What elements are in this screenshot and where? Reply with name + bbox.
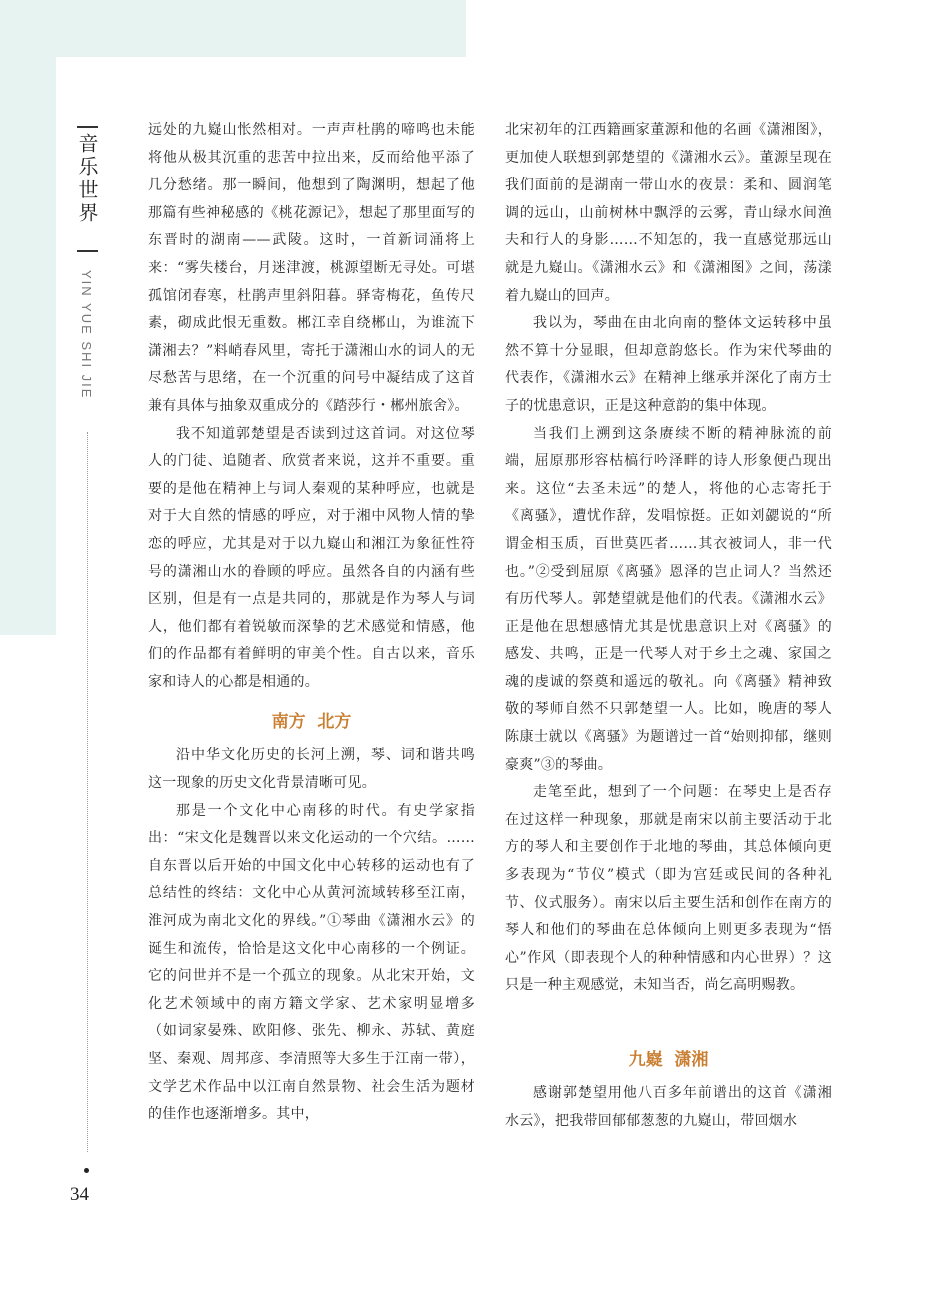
paragraph: 走笔至此，想到了一个问题：在琴史上是否存在过这样一种现象，那就是南宋以前主要活动于北方的琴人和主要创作于北地的琴曲，其总体倾向更多表现为“节仪”模式（即为宫廷或民间的各种礼节、仪式服务）。南宋以后主要生活和创作在南方的琴人和他们的琴曲在总体倾向上则更多表现为“悟心”作风（即表现个人的种种情感和内心世界）？这只是一种主观感觉，未知当否，尚乞高明赐教。	[505, 784, 832, 994]
paragraph: 那是一个文化中心南移的时代。有史学家指出：“宋文化是魏晋以来文化运动的一个穴结。……自东晋以后开始的中国文化中心转移的运动也有了总结性的终结：文化中心从黄河流域转移至江南，淮河成为南北文化的界线。”①琴曲《潇湘水云》的诞生和流传，恰恰是这文化中心南移的一个例证。它的问世并不是一个孤立的现象。从北宋开始，文化艺术领域中的南方籍文学家、艺术家明显增多（如词家晏殊、欧阳修、张先、柳永、苏轼、黄庭坚、秦观、周邦彦、李清照等大多生于江南一带），文学艺术作品中以江南自然景物、社会生活为题材的佳作也逐渐增多。其中，	[148, 802, 475, 1123]
paragraph: 当我们上溯到这条赓续不断的精神脉流的前端，屈原那形容枯槁行吟泽畔的诗人形象便凸现出来。这位“去圣未远”的楚人，将他的心志寄托于《离骚》，遭忧作辞，发唱惊挺。正如刘勰说的“所谓金相玉质，百世莫匹者……其衣被词人，非一代也。”②受到屈原《离骚》恩泽的岂止词人？当然还有历代琴人。郭楚望就是他们的代表。《潇湘水云》正是他在思想感情尤其是忧患意识上对《离骚》的感发、共鸣，正是一代琴人对于乡土之魂、家国之魂的虔诚的祭奠和遥远的敬礼。向《离骚》精神致敬的琴师自然不只郭楚望一人。比如，晚唐的琴人陈康士就以《离骚》为题谱过一首“始则抑郁，继则豪爽”③的琴曲。	[505, 425, 832, 773]
paragraph: 沿中华文化历史的长河上溯，琴、词和谐共鸣这一现象的历史文化背景清晰可见。	[148, 747, 475, 792]
section-heading-text: 九嶷 潇湘	[628, 1049, 709, 1070]
section-heading-jiuyi-xiaoxiang	[505, 1038, 832, 1076]
left-text-column	[148, 117, 475, 1129]
paragraph: 我不知道郭楚望是否读到过这首词。对这位琴人的门徒、追随者、欣赏者来说，这并不重要。重要的是他在精神上与词人秦观的某种呼应，也就是对于大自然的情感的呼应，对于湘中风物人情的挚恋的呼应，尤其是对于以九嶷山和湘江为象征性符号的潇湘山水的眷顾的呼应。虽然各自的内涵有些区别，但是有一点是共同的，那就是作为琴人与词人，他们都有着锐敏而深挚的艺术感觉和情感，他们的作品都有着鲜明的审美个性。自古以来，音乐家和诗人的心都是相通的。	[148, 425, 475, 690]
paragraph: 远处的九嶷山怅然相对。一声声杜鹃的啼鸣也未能将他从极其沉重的悲苦中拉出来，反而给他平添了几分愁绪。那一瞬间，他想到了陶渊明，想起了他那篇有些神秘感的《桃花源记》，想起了那里面写的东晋时的湖南——武陵。这时，一首新词涌将上来：“雾失楼台，月迷津渡，桃源望断无寻处。可堪孤馆闭春寒，杜鹃声里斜阳暮。驿寄梅花，鱼传尺素，砌成此恨无重数。郴江幸自绕郴山，为谁流下潇湘去？”料峭春风里，寄托于潇湘山水的词人的无尽愁苦与思绪，在一个沉重的问号中凝结成了这首兼有具体与抽象双重成分的《踏莎行・郴州旅舍》。	[148, 122, 475, 414]
right-text-column	[505, 117, 832, 1135]
sidebar-tint-band	[0, 57, 56, 635]
page-marker-dot	[84, 1168, 89, 1173]
paragraph: 感谢郭楚望用他八百多年前谱出的这首《潇湘水云》，把我带回郁郁葱葱的九嶷山，带回烟水	[505, 1085, 832, 1129]
brand-rule-top	[77, 126, 98, 128]
magazine-title-chinese: 音乐世界	[75, 133, 99, 225]
sidebar-dotted-rule	[87, 432, 88, 1152]
page-number: 34	[70, 1184, 89, 1205]
header-tint-band	[0, 0, 466, 57]
magazine-title-pinyin: YIN YUE SHI JIE	[79, 270, 94, 400]
brand-rule-bottom	[77, 250, 98, 252]
paragraph: 我以为，琴曲在由北向南的整体文运转移中虽然不算十分显眼，但却意韵悠长。作为宋代琴曲的代表作，《潇湘水云》在精神上继承并深化了南方士子的忧患意识，正是这种意韵的集中体现。	[505, 315, 832, 414]
paragraph: 北宋初年的江西籍画家董源和他的名画《潇湘图》，更加使人联想到郭楚望的《潇湘水云》。董源呈现在我们面前的是湖南一带山水的夜景：柔和、圆润笔调的远山，山前树林中飘浮的云雾，青山绿水间渔夫和行人的身影……不知怎的，我一直感觉那远山就是九嶷山。《潇湘水云》和《潇湘图》之间，荡漾着九嶷山的回声。	[505, 122, 832, 304]
section-heading-south-north	[148, 700, 475, 738]
section-spacer	[505, 1000, 832, 1034]
section-heading-text: 南方 北方	[271, 711, 352, 732]
